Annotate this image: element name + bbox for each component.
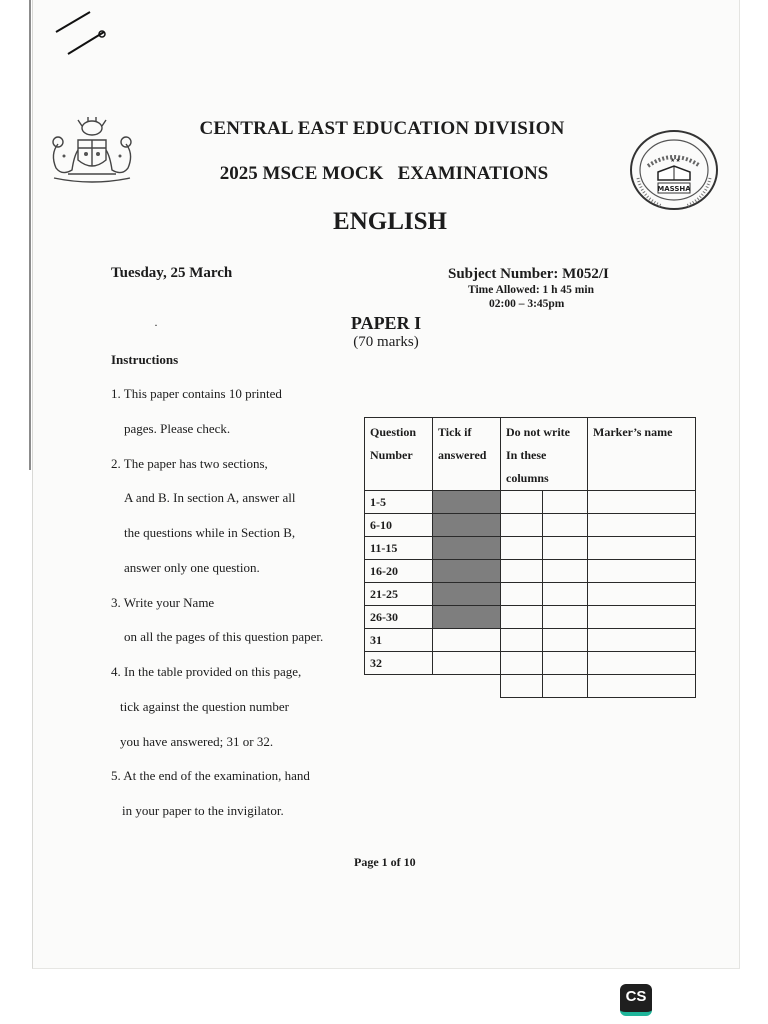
paper-marks: (70 marks) — [353, 334, 419, 350]
marking-cell — [501, 583, 543, 606]
camscanner-badge: CS — [620, 984, 652, 1016]
marking-cell — [501, 606, 543, 629]
instruction-line: A and B. In section A, answer all — [124, 490, 296, 505]
marking-cell — [543, 629, 588, 652]
tick-cell-shaded — [433, 514, 501, 537]
marker-name-cell — [588, 537, 696, 560]
header-marker-name: Marker’s name — [588, 418, 696, 491]
marking-cell — [501, 537, 543, 560]
tick-cell-shaded — [433, 583, 501, 606]
question-number-cell: 31 — [365, 629, 433, 652]
marking-cell — [543, 514, 588, 537]
svg-text:★★: ★★ — [670, 157, 681, 164]
stray-dot: · — [154, 318, 158, 332]
question-range-cell: 26-30 — [365, 606, 433, 629]
marker-name-cell — [588, 652, 696, 675]
marker-name-cell — [588, 629, 696, 652]
instruction-line: answer only one question. — [124, 560, 260, 575]
table-row — [365, 583, 696, 606]
instruction-line: in your paper to the invigilator. — [122, 803, 284, 818]
tick-cell[interactable] — [433, 652, 501, 675]
instruction-line: tick against the question number — [120, 699, 289, 714]
page-number: Page 1 of 10 — [354, 855, 416, 869]
question-number-cell: 32 — [365, 652, 433, 675]
instruction-line: 2. The paper has two sections, — [111, 456, 268, 471]
question-range-cell: 6-10 — [365, 514, 433, 537]
empty-cell — [365, 675, 433, 698]
instruction-line: 3. Write your Name — [111, 595, 215, 610]
table-row — [365, 491, 696, 514]
instructions-heading: Instructions — [111, 352, 179, 367]
marker-name-cell — [588, 583, 696, 606]
marking-cell — [543, 652, 588, 675]
marker-name-cell — [588, 514, 696, 537]
marker-name-cell — [588, 491, 696, 514]
tick-cell-shaded — [433, 606, 501, 629]
marking-cell — [543, 537, 588, 560]
instruction-line: the questions while in Section B, — [124, 525, 296, 540]
division-title: CENTRAL EAST EDUCATION DIVISION — [199, 118, 565, 139]
instruction-line: you have answered; 31 or 32. — [120, 734, 274, 749]
instruction-line: 4. In the table provided on this page, — [111, 664, 302, 679]
table-row — [365, 629, 696, 652]
header-tick-if-answered: Tick if answered — [433, 418, 501, 491]
marker-name-cell — [588, 560, 696, 583]
pen-stroke-mark — [52, 8, 112, 58]
marking-cell — [501, 491, 543, 514]
marking-cell — [501, 560, 543, 583]
question-range-cell: 16-20 — [365, 560, 433, 583]
header-do-not-write: Do not write In these columns — [501, 418, 588, 491]
seal-text: MASSHA — [657, 185, 691, 193]
marking-cell — [501, 675, 543, 698]
instruction-line: 1. This paper contains 10 printed — [111, 386, 282, 401]
marking-cell — [543, 606, 588, 629]
marking-cell — [543, 560, 588, 583]
answer-tick-table — [364, 417, 696, 698]
tick-cell-shaded — [433, 537, 501, 560]
instruction-line: 5. At the end of the examination, hand — [111, 768, 310, 783]
marker-name-cell — [588, 606, 696, 629]
instruction-line: pages. Please check. — [124, 421, 231, 436]
subject-title: ENGLISH — [333, 208, 447, 235]
exam-date: Tuesday, 25 March — [111, 265, 233, 281]
exam-title: 2025 MSCE MOCK EXAMINATIONS — [219, 163, 549, 184]
tick-cell-shaded — [433, 491, 501, 514]
question-range-cell: 21-25 — [365, 583, 433, 606]
table-row — [365, 560, 696, 583]
marking-cell — [501, 652, 543, 675]
time-allowed: Time Allowed: 1 h 45 min — [468, 284, 594, 296]
time-range: 02:00 – 3:45pm — [489, 298, 565, 310]
question-range-cell: 11-15 — [365, 537, 433, 560]
tick-cell[interactable] — [433, 629, 501, 652]
paper-title: PAPER I — [350, 313, 422, 333]
table-row — [365, 537, 696, 560]
question-range-cell: 1-5 — [365, 491, 433, 514]
table-header-row — [365, 418, 696, 491]
instruction-line: on all the pages of this question paper. — [124, 629, 324, 644]
header-question-number: Question Number — [365, 418, 433, 491]
tick-cell-shaded — [433, 560, 501, 583]
marking-cell — [501, 514, 543, 537]
table-row — [365, 652, 696, 675]
marking-cell — [543, 675, 588, 698]
marking-cell — [543, 491, 588, 514]
marking-cell — [501, 629, 543, 652]
table-row — [365, 606, 696, 629]
table-row — [365, 675, 696, 698]
empty-cell — [433, 675, 501, 698]
subject-number: Subject Number: M052/I — [448, 266, 609, 282]
marker-name-cell — [588, 675, 696, 698]
marking-cell — [543, 583, 588, 606]
table-row — [365, 514, 696, 537]
